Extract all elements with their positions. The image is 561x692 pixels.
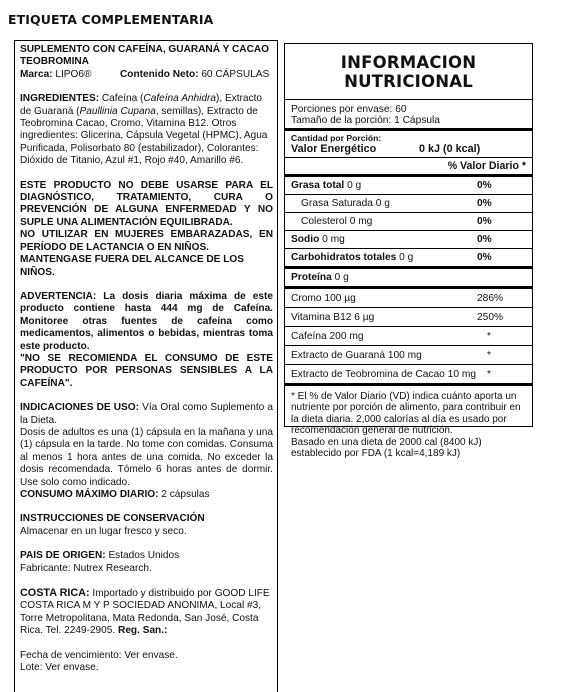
nutrient-dv: 0% xyxy=(477,234,492,245)
nutrient-name: Sodio xyxy=(291,234,320,245)
contenido-label: Contenido Neto: xyxy=(120,68,199,80)
indicaciones-text: Vía Oral como Suplemento a la Dieta. xyxy=(20,402,273,426)
ingredients-text: , semillas), Extracto de Teobromina Cacao, Cromo, Vitamina B12. Otros ingredientes: Glicerina, Cápsula Vegetal (HPMC), Agua Purificada, Polisorbato 80 (estabilizador), Colorantes: Dióxido de Titanio, Azul #1, Rojo #40, Amarillo #6. xyxy=(20,105,268,167)
nutrient-row xyxy=(285,195,532,213)
consumo-paragraph xyxy=(20,489,273,501)
nutrient-amount: Grasa Saturada 0 g xyxy=(301,198,390,209)
ingredients-italic: Cafeína Anhidra xyxy=(143,93,216,105)
ingredients-italic: Paullinia Cupana xyxy=(79,105,156,117)
nutrition-footnote xyxy=(285,386,532,459)
energy-row xyxy=(285,143,532,158)
nutrient-row xyxy=(285,365,532,386)
nutrient-amount: Cafeína 200 mg xyxy=(291,330,364,342)
consumo-value: 2 cápsulas xyxy=(161,489,210,500)
warning-diagnosis: ESTE PRODUCTO NO DEBE USARSE PARA EL DIAGNÓSTICO, TRATAMIENTO, CURA O PREVENCIÓN DE ALGUNA ENFERMEDAD Y NO SUPLE UNA ALIMENTACIÓN EQUILIBRADA. xyxy=(20,179,273,228)
nutrient-amount: 0 g xyxy=(396,252,414,263)
page-title: ETIQUETA COMPLEMENTARIA xyxy=(8,12,214,27)
nutrient-row xyxy=(285,249,532,269)
servings-per-container: Porciones por envase: 60 xyxy=(291,104,407,115)
origen-value: Estados Unidos xyxy=(108,550,180,562)
dosis-paragraph: Dosis de adultos es una (1) cápsula en la mañana y una (1) cápsula en la tarde. No tome con comidas. Consuma al menos 1 hora antes de una comida. No exceder la dosis recomendada. Tómelo 6 horas antes de dormir. Use solo como indicado. xyxy=(20,426,273,488)
costa-rica-text: Importado y distribuido por GOOD LIFE COSTA RICA M Y P SOCIEDAD ANONIMA, Local #3, Torre Metropolitana, Mata Redonda, San José, Costa Rica. Tel. 2249-2905. xyxy=(20,588,270,637)
nutrition-title: INFORMACION NUTRICIONAL xyxy=(285,44,532,100)
ingredients-label: INGREDIENTES: xyxy=(20,93,100,105)
reg-san-label: Reg. San.: xyxy=(118,625,168,637)
conservacion-label: INSTRUCCIONES DE CONSERVACIÓN xyxy=(20,513,205,525)
product-title: SUPLEMENTO CON CAFEÍNA, GUARANÁ Y CACAO TEOBROMINA xyxy=(20,44,269,68)
costa-rica-label: COSTA RICA: xyxy=(20,587,90,600)
ingredients-paragraph xyxy=(20,93,273,167)
nutrient-row xyxy=(285,289,532,308)
no-recomienda-paragraph: "NO SE RECOMIENDA EL CONSUMO DE ESTE PRODUCTO POR PERSONAS SENSIBLES A LA CAFEÍNA". xyxy=(20,352,273,389)
nutrient-row xyxy=(285,269,532,289)
nutrient-name: Grasa total xyxy=(291,180,345,191)
nutrient-amount: 0 mg xyxy=(319,234,345,245)
nutrient-row xyxy=(285,213,532,231)
warning-pregnancy: NO UTILIZAR EN MUJERES EMBARAZADAS, EN PERÍODO DE LACTANCIA O EN NIÑOS. xyxy=(20,229,273,253)
nutrient-dv: 0% xyxy=(477,216,492,227)
ingredients-text: Cafeína ( xyxy=(101,93,144,105)
energy-label: Valor Energético xyxy=(291,143,377,155)
nutrient-amount: Extracto de Teobromina de Cacao 10 mg xyxy=(291,368,476,380)
costa-rica-paragraph xyxy=(20,587,273,638)
nutrient-dv: 250% xyxy=(477,311,504,323)
nutrient-name: Proteína xyxy=(291,272,332,283)
vencimiento-text: Fecha de vencimiento: Ver envase. xyxy=(20,649,178,661)
nutrient-dv: * xyxy=(487,368,491,380)
nutrient-amount: Extracto de Guaraná 100 mg xyxy=(291,349,422,361)
daily-value-header: % Valor Diario * xyxy=(285,158,532,177)
nutrient-dv: 0% xyxy=(477,252,492,263)
nutrient-row xyxy=(285,177,532,195)
marca-row xyxy=(20,69,273,81)
nutrient-dv: * xyxy=(487,349,491,361)
warning-children: MANTENGASE FUERA DEL ALCANCE DE LOS NIÑOS. xyxy=(20,254,244,278)
nutrient-name: Carbohidratos totales xyxy=(291,252,397,263)
contenido-value: 60 CÁPSULAS xyxy=(201,68,270,80)
ingredients-text: ), Extracto de Guaraná ( xyxy=(20,93,262,117)
indicaciones-paragraph xyxy=(20,402,273,427)
amount-per-serving-label: Cantidad por Porción: xyxy=(291,133,382,143)
nutrient-amount: Colesterol 0 mg xyxy=(301,216,373,227)
energy-value: 0 kJ (0 kcal) xyxy=(419,143,481,155)
nutrient-row xyxy=(285,308,532,327)
marca-label: Marca: xyxy=(20,68,53,80)
footnote-diet: Basado en una dieta de 2000 cal (8400 kJ) establecido por FDA (1 kcal=4,189 kJ) xyxy=(291,436,482,460)
consumo-label: CONSUMO MÁXIMO DIARIO: xyxy=(20,489,159,500)
nutrient-dv: 286% xyxy=(477,292,504,304)
label-text-column xyxy=(14,40,278,692)
fabricante-text: Fabricante: Nutrex Research. xyxy=(20,562,152,574)
serving-size: Tamaño de la porción: 1 Cápsula xyxy=(291,115,440,126)
indicaciones-label: INDICACIONES DE USO: xyxy=(20,402,139,414)
nutrient-amount: Vitamina B12 6 µg xyxy=(291,311,375,323)
nutrient-row xyxy=(285,327,532,346)
footnote-vd: * El % de Valor Diario (VD) indica cuánto aporta un nutriente por porción de alimento, para contribuir en la dieta diaria. 2,000 calorías al día es usado por recomendación general de nutrición. xyxy=(291,391,521,437)
lote-text: Lote: Ver envase. xyxy=(20,662,99,674)
serving-info xyxy=(285,100,532,131)
marca-value: LIPO6® xyxy=(55,68,92,80)
nutrient-dv: * xyxy=(487,330,491,342)
nutrient-row xyxy=(285,231,532,249)
origen-label: PAIS DE ORIGEN: xyxy=(20,550,106,562)
nutrient-dv: 0% xyxy=(477,180,492,191)
advertencia-paragraph: ADVERTENCIA: La dosis diaria máxima de este producto contiene hasta 444 mg de Cafeína. Monitoree otras fuentes de cafeína como medicamentos, alimentos o bebidas, mientras toma este producto. xyxy=(20,290,273,352)
conservacion-value: Almacenar en un lugar fresco y seco. xyxy=(20,525,187,537)
nutrient-dv: 0% xyxy=(477,198,492,209)
nutrition-facts-table xyxy=(284,43,533,460)
nutrient-amount: 0 g xyxy=(344,180,362,191)
nutrient-amount: Cromo 100 µg xyxy=(291,292,356,304)
origen-paragraph xyxy=(20,550,273,562)
nutrient-amount: 0 g xyxy=(331,272,349,283)
nutrient-row xyxy=(285,346,532,365)
